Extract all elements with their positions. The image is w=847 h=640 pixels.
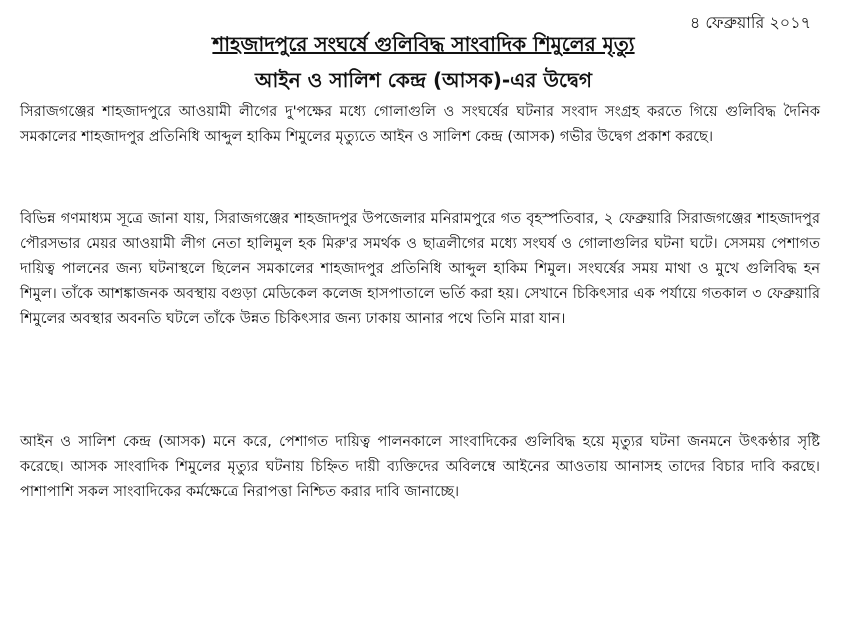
- paragraph-intro: সিরাজগঞ্জের শাহজাদপুরে আওয়ামী লীগের দু'পক্ষের মধ্যে গোলাগুলি ও সংঘর্ষের ঘটনার সংবাদ সংগ্রহ করতে গিয়ে গুলিবিদ্ধ দৈনিক সমকালের শাহজাদপুর প্রতিনিধি আব্দুল হাকিম শিমুলের মৃত্যুতে আইন ও সালিশ কেন্দ্র (আসক) গভীর উদ্বেগ প্রকাশ করছে।: [20, 104, 820, 145]
- paragraph-demand: আইন ও সালিশ কেন্দ্র (আসক) মনে করে, পেশাগত দায়িত্ব পালনকালে সাংবাদিকের গুলিবিদ্ধ হয়ে মৃত্যুর ঘটনা জনমনে উৎকণ্ঠার সৃষ্টি করেছে। আসক সাংবাদিক শিমুলের মৃত্যুর ঘটনায় চিহ্নিত দায়ী ব্যক্তিদের অবিলম্বে আইনের আওতায় আনাসহ তাদের বিচার দাবি করছে। পাশাপাশি সকল সাংবাদিকের কর্মক্ষেত্রে নিরাপত্তা নিশ্চিত করার দাবি জানাচ্ছে।: [20, 434, 820, 500]
- paragraph-incident: বিভিন্ন গণমাধ্যম সূত্রে জানা যায়, সিরাজগঞ্জের শাহজাদপুর উপজেলার মনিরামপুরে গত বৃহস্পতিবার, ২ ফেব্রুয়ারি সিরাজগঞ্জের শাহজাদপুর পৌরসভার মেয়র আওয়ামী লীগ নেতা হালিমুল হক মিরু'র সমর্থক ও ছাত্রলীগের মধ্যে সংঘর্ষ ও গোলাগুলির ঘটনা ঘটে। সেসময় পেশাগত দায়িত্ব পালনের জন্য ঘটনাস্থলে ছিলেন সমকালের শাহজাদপুর প্রতিনিধি আব্দুল হাকিম শিমুল। সংঘর্ষের সময় মাথা ও মুখে গুলিবিদ্ধ হন শিমুল। তাঁকে আশঙ্কাজনক অবস্থায় বগুড়া মেডিকেল কলেজ হাসপাতালে ভর্তি করা হয়। সেখানে চিকিৎসার এক পর্যায়ে গতকাল ৩ ফেব্রুয়ারি শিমুলের অবস্থার অবনতি ঘটলে তাঁকে উন্নত চিকিৎসার জন্য ঢাকায় আনার পথে তিনি মারা যান।: [20, 211, 820, 327]
- release-date: ৪ ফেব্রুয়ারি ২০১৭: [689, 13, 811, 32]
- sub-headline: আইন ও সালিশ কেন্দ্র (আসক)-এর উদ্বেগ: [255, 68, 592, 92]
- headline: শাহজাদপুরে সংঘর্ষে গুলিবিদ্ধ সাংবাদিক শিমুলের মৃত্যু: [212, 32, 635, 56]
